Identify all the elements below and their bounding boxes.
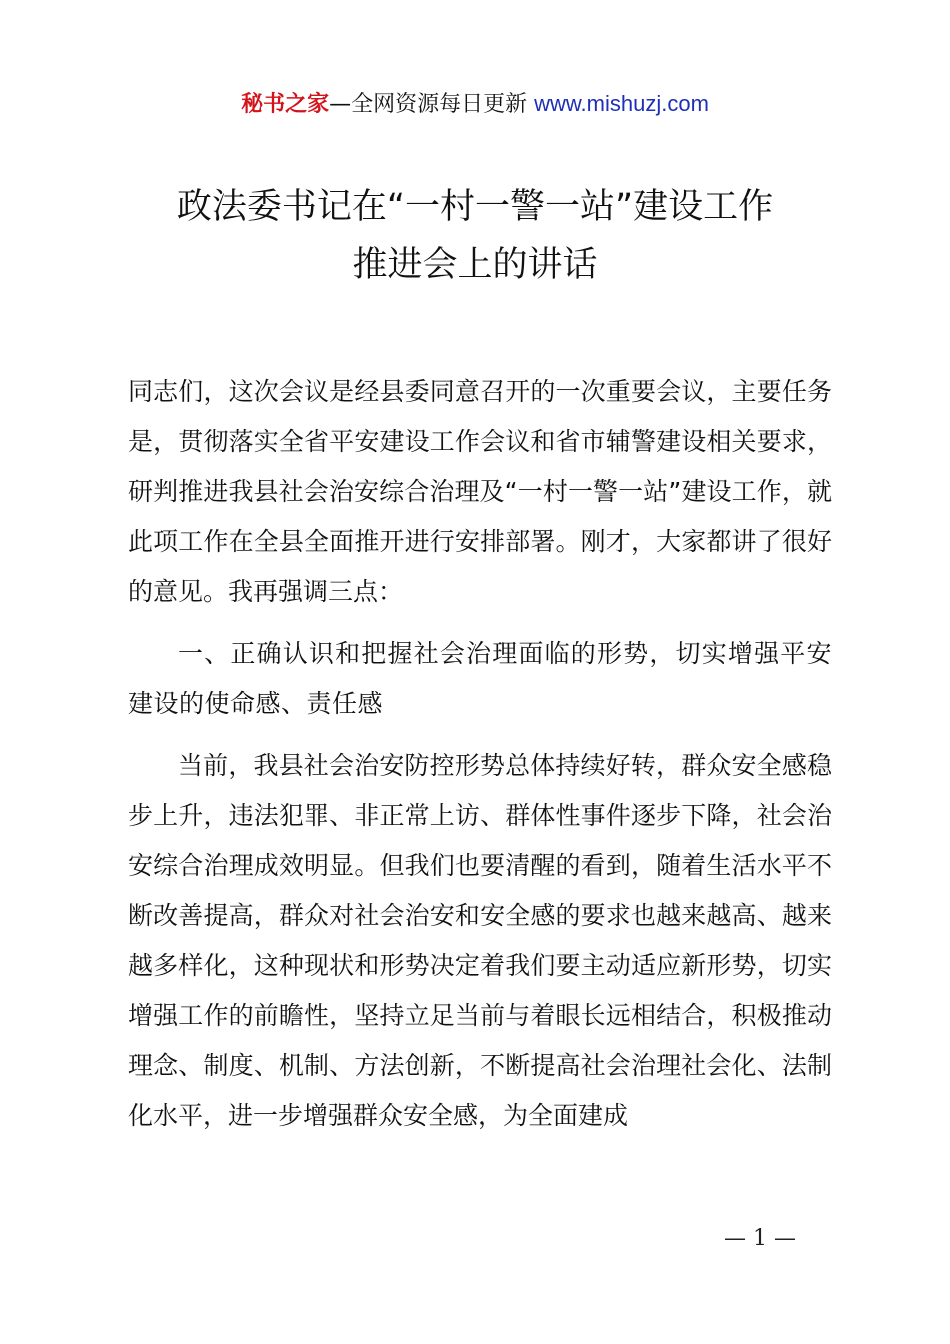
page-number: — 1 — bbox=[724, 1226, 796, 1251]
document-title bbox=[0, 178, 950, 294]
site-url-link[interactable]: www.mishuzj.com bbox=[534, 91, 709, 116]
title-line-1: 政法委书记在“一村一警一站”建设工作 bbox=[176, 187, 774, 227]
document-body bbox=[128, 367, 832, 1141]
section-heading-1: 一、正确认识和把握社会治理面临的形势，切实增强平安建设的使命感、责任感 bbox=[128, 639, 832, 718]
title-line-2: 推进会上的讲话 bbox=[352, 245, 598, 285]
body-paragraph-situation: 当前，我县社会治安防控形势总体持续好转，群众安全感稳步上升，违法犯罪、非正常上访、群体性事件逐步下降，社会治安综合治理成效明显。但我们也要清醒的看到，随着生活水平不断改善提高，群众对社会治安和安全感的要求也越来越高、越来越多样化，这种现状和形势决定着我们要主动适应新形势，切实增强工作的前瞻性，坚持立足当前与着眼长远相结合，积极推动理念、制度、机制、方法创新，不断提高社会治理社会化、法制化水平，进一步增强群众安全感，为全面建成 bbox=[128, 751, 832, 1130]
body-paragraph-opening: 同志们，这次会议是经县委同意召开的一次重要会议，主要任务是，贯彻落实全省平安建设工作会议和省市辅警建设相关要求，研判推进我县社会治安综合治理及“一村一警一站”建设工作，就此项工作在全县全面推开进行安排部署。刚才，大家都讲了很好的意见。我再强调三点： bbox=[128, 377, 832, 606]
brand-name: 秘书之家 bbox=[241, 92, 330, 117]
header-tagline: —全网资源每日更新 bbox=[329, 92, 528, 117]
site-header bbox=[0, 86, 950, 123]
